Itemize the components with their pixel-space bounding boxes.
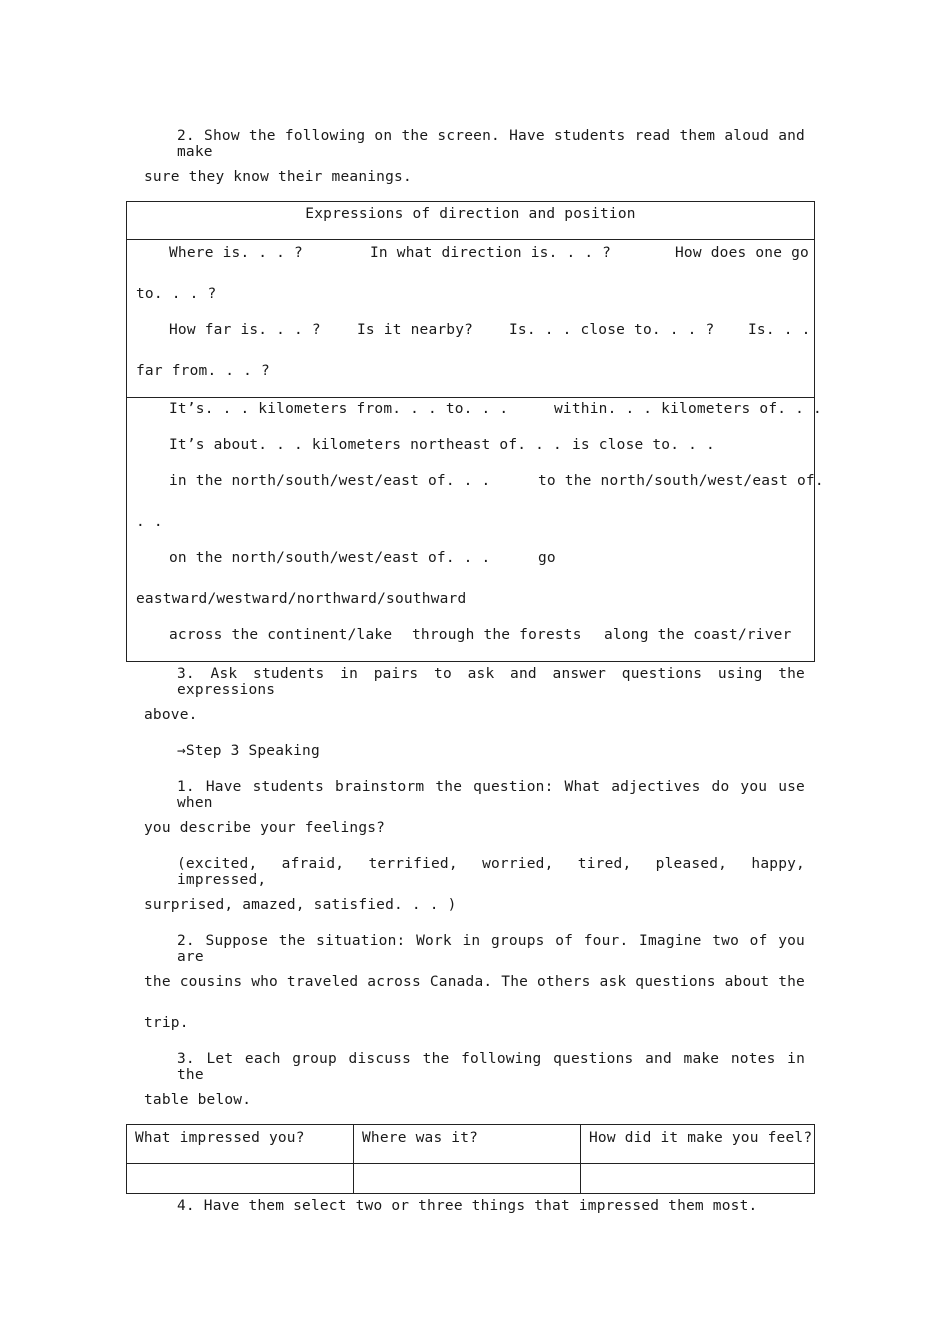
notes-table-header: Where was it?: [362, 1130, 479, 1146]
para-2-line-2: sure they know their meanings.: [144, 169, 412, 185]
speaking-2-line-2: the cousins who traveled across Canada. The others ask questions about the: [144, 974, 805, 990]
question-expression: far from. . . ?: [136, 363, 270, 379]
answer-expression: It’s. . . kilometers from. . . to. . .: [169, 401, 509, 417]
answer-expression: is close to. . .: [572, 437, 715, 453]
question-expression: Where is. . . ?: [169, 245, 303, 261]
question-expression: How does one go: [675, 245, 809, 261]
notes-table-header: What impressed you?: [135, 1130, 305, 1146]
table-divider: [126, 239, 815, 240]
table-divider: [580, 1124, 581, 1194]
notes-table-header: How did it make you feel?: [589, 1130, 813, 1146]
speaking-1-line-1: 1. Have students brainstorm the question: What adjectives do you use when: [177, 779, 805, 811]
answer-expression: eastward/westward/northward/southward: [136, 591, 467, 607]
question-expression: Is it nearby?: [357, 322, 474, 338]
speaking-3-line-2: table below.: [144, 1092, 252, 1108]
question-expression: to. . . ?: [136, 286, 217, 302]
expressions-table-title: Expressions of direction and position: [305, 206, 636, 222]
table-divider: [126, 397, 815, 398]
answer-expression: go: [538, 550, 556, 566]
speaking-2-line-3: trip.: [144, 1015, 189, 1031]
speaking-2-line-1: 2. Suppose the situation: Work in groups of four. Imagine two of you are: [177, 933, 805, 965]
answer-expression: along the coast/river: [604, 627, 792, 643]
speaking-3-line-1: 3. Let each group discuss the following questions and make notes in the: [177, 1051, 805, 1083]
answer-expression: through the forests: [412, 627, 582, 643]
speaking-4-line: 4. Have them select two or three things that impressed them most.: [177, 1198, 758, 1214]
speaking-1-line-3: (excited, afraid, terrified, worried, tired, pleased, happy, impressed,: [177, 856, 805, 888]
question-expression: Is. . . close to. . . ?: [509, 322, 715, 338]
question-expression: How far is. . . ?: [169, 322, 321, 338]
answer-expression: It’s about. . . kilometers northeast of. . .: [169, 437, 562, 453]
question-expression: Is. . .: [748, 322, 811, 338]
table-divider: [353, 1124, 354, 1194]
answer-expression: within. . . kilometers of. . .: [554, 401, 822, 417]
speaking-1-line-2: you describe your feelings?: [144, 820, 386, 836]
speaking-1-line-4: surprised, amazed, satisfied. . . ): [144, 897, 457, 913]
para-2-line-1: 2. Show the following on the screen. Have students read them aloud and make: [177, 128, 805, 160]
answer-expression: across the continent/lake: [169, 627, 393, 643]
table-divider: [126, 1163, 815, 1164]
answer-expression: in the north/south/west/east of. . .: [169, 473, 491, 489]
para-3-line-1: 3. Ask students in pairs to ask and answer questions using the expressions: [177, 666, 805, 698]
question-expression: In what direction is. . . ?: [370, 245, 612, 261]
answer-expression: to the north/south/west/east of.: [538, 473, 824, 489]
para-3-line-2: above.: [144, 707, 198, 723]
answer-expression: . .: [136, 514, 163, 530]
answer-expression: on the north/south/west/east of. . .: [169, 550, 491, 566]
step-3-heading: →Step 3 Speaking: [177, 743, 320, 759]
